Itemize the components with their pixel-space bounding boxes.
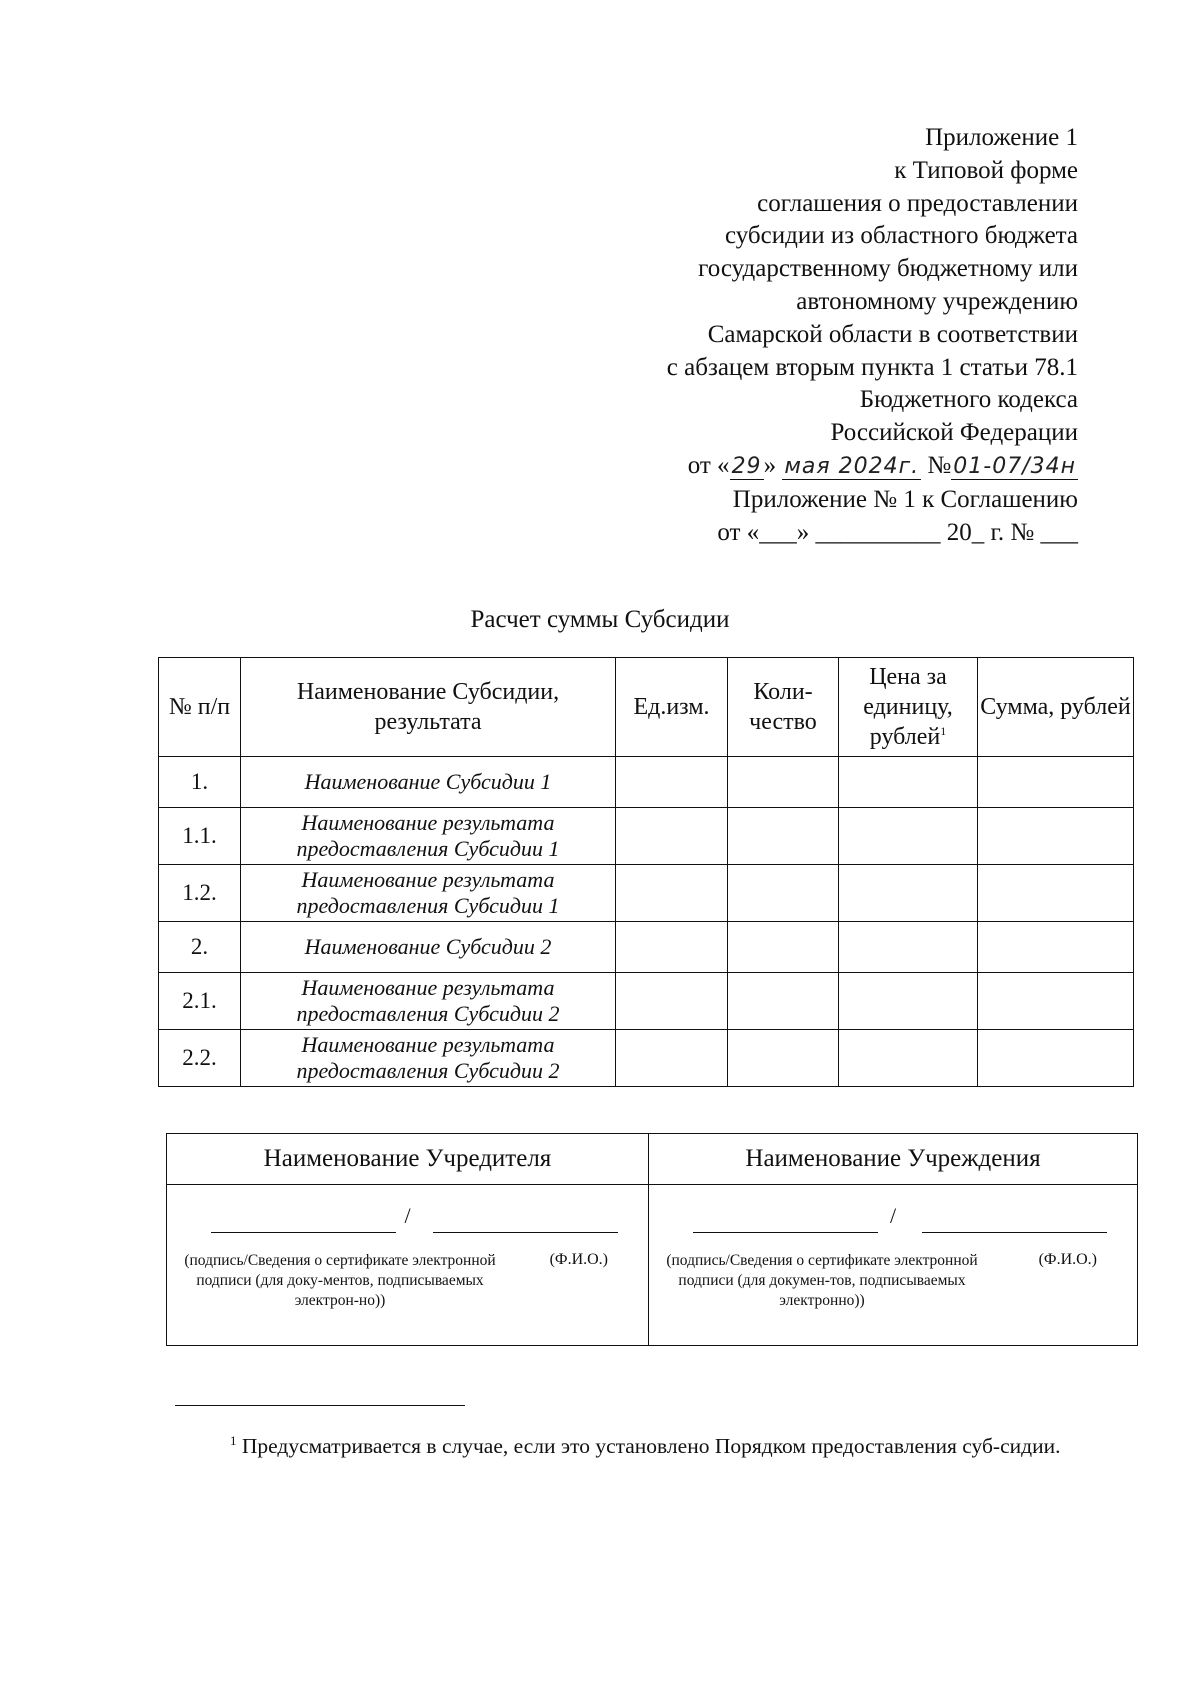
cell-sum bbox=[978, 865, 1134, 922]
cell-unit bbox=[616, 973, 728, 1030]
header-line: автономному учреждению bbox=[796, 287, 1078, 315]
cell-num: 2. bbox=[159, 922, 241, 973]
handwritten-day: 29 bbox=[731, 453, 762, 479]
footnote bbox=[175, 1424, 1115, 1463]
header-sum: Сумма, рублей bbox=[978, 658, 1134, 757]
cell-sum bbox=[978, 922, 1134, 973]
table-row bbox=[159, 808, 1134, 865]
institution-title: Наименование Учреждения bbox=[649, 1134, 1138, 1185]
date-prefix: от « bbox=[687, 451, 730, 479]
cell-name: Наименование результата предоставления Субсидии 2 bbox=[241, 973, 616, 1030]
cell-name: Наименование результата предоставления Субсидии 2 bbox=[241, 1030, 616, 1087]
founder-signature-cell bbox=[167, 1185, 649, 1346]
cell-qty bbox=[728, 865, 839, 922]
appendix-header bbox=[667, 122, 1078, 549]
footnote-ref: 1 bbox=[940, 724, 947, 738]
table-row bbox=[159, 1030, 1134, 1087]
number-sign: № bbox=[927, 451, 952, 479]
header-line: к Типовой форме bbox=[894, 156, 1078, 184]
cell-price bbox=[839, 757, 978, 808]
header-line: Бюджетного кодекса bbox=[859, 386, 1078, 414]
cell-name: Наименование результата предоставления Субсидии 1 bbox=[241, 865, 616, 922]
handwritten-number: 01-07/34н bbox=[953, 453, 1076, 479]
cell-qty bbox=[728, 757, 839, 808]
cell-unit bbox=[616, 1030, 728, 1087]
name-blank bbox=[922, 1232, 1107, 1233]
cell-name: Наименование Субсидии 2 bbox=[241, 922, 616, 973]
cell-qty bbox=[728, 973, 839, 1030]
appendix-date-line: от «___» __________ 20_ г. № ___ bbox=[717, 518, 1078, 546]
cell-price bbox=[839, 922, 978, 973]
date-mid: » bbox=[763, 451, 777, 479]
cell-sum bbox=[978, 1030, 1134, 1087]
cell-qty bbox=[728, 1030, 839, 1087]
cell-price bbox=[839, 1030, 978, 1087]
cell-num: 1. bbox=[159, 757, 241, 808]
cert-note: (подпись/Сведения о сертификате электронной подписи (для доку-ментов, подписываемых электрон-но)) bbox=[184, 1252, 496, 1309]
cell-unit bbox=[616, 865, 728, 922]
cell-unit bbox=[616, 757, 728, 808]
handwritten-date-line bbox=[667, 450, 1078, 484]
signature-table bbox=[166, 1133, 1138, 1346]
cell-name: Наименование Субсидии 1 bbox=[241, 757, 616, 808]
signature-blank bbox=[211, 1232, 396, 1233]
document-title: Расчет суммы Субсидии bbox=[470, 606, 730, 633]
cell-unit bbox=[616, 922, 728, 973]
cell-unit bbox=[616, 808, 728, 865]
fio-label: (Ф.И.О.) bbox=[1038, 1251, 1097, 1268]
table-row bbox=[159, 973, 1134, 1030]
header-price bbox=[839, 658, 978, 757]
cell-qty bbox=[728, 922, 839, 973]
cell-price bbox=[839, 973, 978, 1030]
fio-label: (Ф.И.О.) bbox=[549, 1251, 608, 1268]
footnote-marker: 1 bbox=[230, 1433, 237, 1448]
table-row bbox=[159, 865, 1134, 922]
founder-title: Наименование Учредителя bbox=[167, 1134, 649, 1185]
header-line: государственному бюджетному или bbox=[698, 255, 1078, 283]
table-row bbox=[159, 757, 1134, 808]
table-row bbox=[159, 922, 1134, 973]
header-unit: Ед.изм. bbox=[616, 658, 728, 757]
header-line: Приложение 1 bbox=[925, 124, 1078, 151]
signature-slash: / bbox=[404, 1203, 411, 1228]
cell-qty bbox=[728, 808, 839, 865]
header-line: с абзацем вторым пункта 1 статьи 78.1 bbox=[666, 353, 1078, 381]
cell-sum bbox=[978, 757, 1134, 808]
cell-num: 1.1. bbox=[159, 808, 241, 865]
cell-sum bbox=[978, 808, 1134, 865]
institution-signature-cell bbox=[649, 1185, 1138, 1346]
signature-blank bbox=[693, 1232, 878, 1233]
appendix-line: Приложение № 1 к Соглашению bbox=[732, 485, 1078, 513]
header-line: Российской Федерации bbox=[830, 419, 1078, 447]
header-qty: Коли-чество bbox=[728, 658, 839, 757]
cell-num: 2.2. bbox=[159, 1030, 241, 1087]
founder-signature-line[interactable] bbox=[197, 1203, 618, 1233]
header-price-label: Цена за единицу, рублей bbox=[863, 664, 953, 750]
header-line: соглашения о предоставлении bbox=[757, 189, 1078, 217]
handwritten-month-year: мая 2024г. bbox=[784, 453, 920, 479]
institution-signature-line[interactable] bbox=[679, 1203, 1107, 1233]
header-line: Самарской области в соответствии bbox=[707, 320, 1078, 348]
footnote-text: Предусматривается в случае, если это установлено Порядком предоставления суб-сидии. bbox=[241, 1434, 1061, 1459]
cell-sum bbox=[978, 973, 1134, 1030]
cell-num: 1.2. bbox=[159, 865, 241, 922]
name-blank bbox=[433, 1232, 618, 1233]
cert-note: (подпись/Сведения о сертификате электронной подписи (для докумен-тов, подписываемых электронно)) bbox=[666, 1252, 978, 1309]
cell-num: 2.1. bbox=[159, 973, 241, 1030]
footnote-divider bbox=[175, 1405, 465, 1406]
cell-price bbox=[839, 808, 978, 865]
subsidy-calculation-table bbox=[158, 657, 1134, 1087]
header-num: № п/п bbox=[159, 658, 241, 757]
header-name: Наименование Субсидии, результата bbox=[241, 658, 616, 757]
cell-price bbox=[839, 865, 978, 922]
signature-slash: / bbox=[889, 1203, 897, 1228]
cell-name: Наименование результата предоставления Субсидии 1 bbox=[241, 808, 616, 865]
header-line: субсидии из областного бюджета bbox=[724, 222, 1078, 250]
